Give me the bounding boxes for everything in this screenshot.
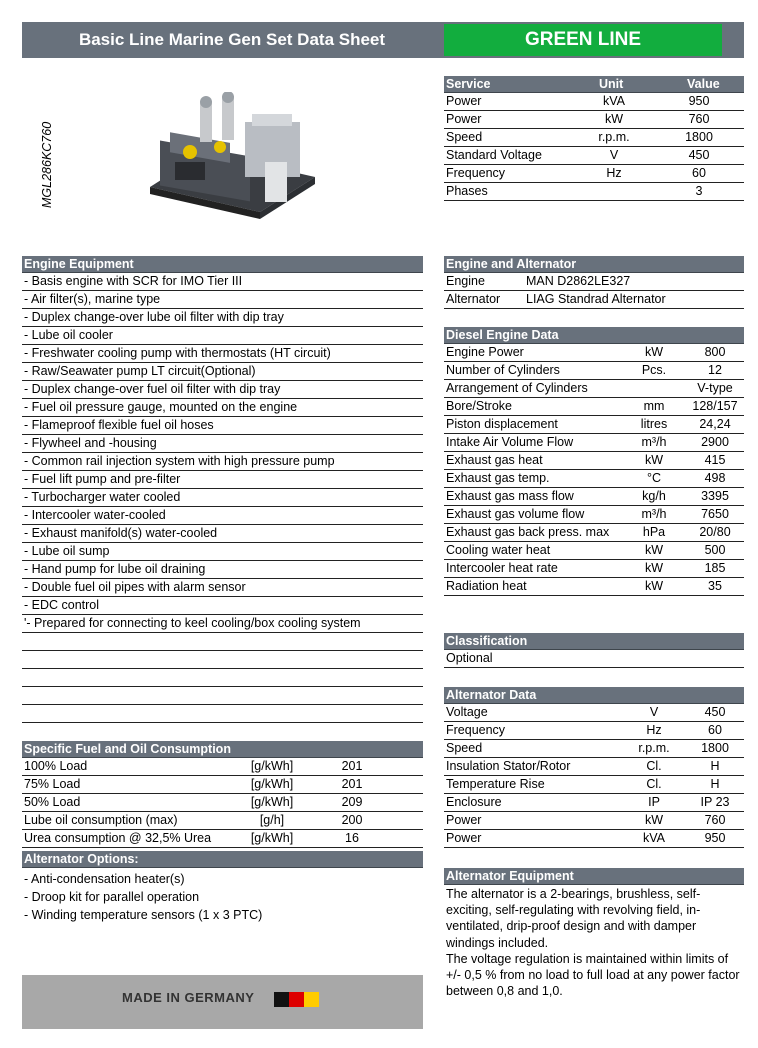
diesel-unit: kW bbox=[644, 345, 664, 359]
diesel-row bbox=[444, 452, 744, 470]
diesel-label: Cooling water heat bbox=[446, 543, 551, 557]
diesel-label: Engine Power bbox=[446, 345, 524, 359]
alternator-data-unit: kVA bbox=[643, 831, 665, 845]
service-label: Standard Voltage bbox=[446, 148, 542, 162]
service-row bbox=[444, 147, 744, 165]
fuel-row bbox=[22, 812, 423, 830]
alternator-equipment-paragraph-1: The alternator is a 2-bearings, brushless, self-exciting, self-regulating with revolving field, in-ventilated, drip-proof design and with damper windings included. bbox=[446, 887, 701, 950]
flag-gold-icon bbox=[304, 992, 319, 1007]
diesel-value: 498 bbox=[704, 471, 726, 485]
alternator-equipment-paragraph-2: The voltage regulation is maintained within limits of +/- 0,5 % from no load to full load at any power factor between 0,8 and 1,0. bbox=[446, 951, 740, 999]
diesel-unit: kg/h bbox=[642, 489, 666, 503]
diesel-value: 3395 bbox=[701, 489, 729, 503]
fuel-row bbox=[22, 830, 423, 848]
diesel-label: Exhaust gas temp. bbox=[446, 471, 550, 485]
fuel-label: 50% Load bbox=[24, 795, 81, 809]
diesel-value: 12 bbox=[708, 363, 722, 377]
service-row bbox=[444, 111, 744, 129]
equipment-item bbox=[22, 651, 423, 669]
equipment-item: - Raw/Seawater pump LT circuit(Optional) bbox=[22, 363, 423, 381]
diesel-row bbox=[444, 488, 744, 506]
diesel-row bbox=[444, 578, 744, 596]
alternator-data-value: IP 23 bbox=[700, 795, 730, 809]
diesel-unit: mm bbox=[643, 399, 665, 413]
diesel-row bbox=[444, 524, 744, 542]
service-label: Frequency bbox=[446, 166, 506, 180]
classification-value: Optional bbox=[444, 650, 744, 668]
fuel-value: 200 bbox=[341, 813, 363, 827]
diesel-unit: kW bbox=[644, 453, 664, 467]
alternator-data-row bbox=[444, 740, 744, 758]
alternator-data-row bbox=[444, 704, 744, 722]
equipment-item: - Intercooler water-cooled bbox=[22, 507, 423, 525]
diesel-row bbox=[444, 542, 744, 560]
alternator-options-title: Alternator Options: bbox=[22, 851, 423, 868]
diesel-label: Exhaust gas mass flow bbox=[446, 489, 574, 503]
alternator-data-label: Temperature Rise bbox=[446, 777, 545, 791]
diesel-unit: °C bbox=[646, 471, 662, 485]
flag-black-icon bbox=[274, 992, 289, 1007]
diesel-label: Piston displacement bbox=[446, 417, 558, 431]
service-label: Speed bbox=[446, 130, 483, 144]
diesel-unit: hPa bbox=[642, 525, 666, 539]
diesel-value: 128/157 bbox=[692, 399, 738, 413]
equipment-item: - Common rail injection system with high pressure pump bbox=[22, 453, 423, 471]
fuel-unit: [g/h] bbox=[259, 813, 285, 827]
fuel-value: 201 bbox=[341, 759, 363, 773]
diesel-row bbox=[444, 416, 744, 434]
equipment-item: '- Prepared for connecting to keel cooling/box cooling system bbox=[22, 615, 423, 633]
service-unit: Hz bbox=[606, 166, 622, 180]
engine-alternator-table bbox=[444, 256, 744, 309]
engine-alternator-value: MAN D2862LE327 bbox=[526, 274, 631, 288]
alternator-data-unit: IP bbox=[648, 795, 660, 809]
fuel-value: 201 bbox=[341, 777, 363, 791]
alternator-data-unit: V bbox=[649, 705, 659, 719]
fuel-consumption-table bbox=[22, 741, 423, 848]
diesel-label: Exhaust gas volume flow bbox=[446, 507, 585, 521]
equipment-item: - Duplex change-over lube oil filter with dip tray bbox=[22, 309, 423, 327]
alternator-data-label: Frequency bbox=[446, 723, 506, 737]
genset-image bbox=[140, 92, 320, 222]
engine-alternator-row bbox=[444, 291, 744, 309]
engine-equipment-title: Engine Equipment bbox=[22, 256, 423, 273]
equipment-item: - Flameproof flexible fuel oil hoses bbox=[22, 417, 423, 435]
diesel-row bbox=[444, 470, 744, 488]
diesel-row bbox=[444, 344, 744, 362]
service-unit: kVA bbox=[603, 94, 625, 108]
alternator-data-value: 950 bbox=[704, 831, 726, 845]
service-row bbox=[444, 183, 744, 201]
diesel-value: 500 bbox=[704, 543, 726, 557]
alternator-data-table bbox=[444, 687, 744, 848]
service-header bbox=[444, 76, 744, 93]
equipment-item: - EDC control bbox=[22, 597, 423, 615]
diesel-row bbox=[444, 362, 744, 380]
diesel-engine-title: Diesel Engine Data bbox=[444, 327, 744, 344]
alternator-data-row bbox=[444, 830, 744, 848]
diesel-label: Intake Air Volume Flow bbox=[446, 435, 574, 449]
alternator-option-item: - Anti-condensation heater(s) bbox=[24, 872, 185, 886]
diesel-label: Bore/Stroke bbox=[446, 399, 513, 413]
fuel-unit: [g/kWh] bbox=[250, 795, 294, 809]
equipment-item: - Turbocharger water cooled bbox=[22, 489, 423, 507]
diesel-label: Arrangement of Cylinders bbox=[446, 381, 588, 395]
fuel-value: 16 bbox=[345, 831, 359, 845]
alternator-data-unit: kW bbox=[644, 813, 664, 827]
diesel-value: 20/80 bbox=[699, 525, 731, 539]
equipment-item: - Hand pump for lube oil draining bbox=[22, 561, 423, 579]
diesel-value: 35 bbox=[708, 579, 722, 593]
diesel-value: 7650 bbox=[701, 507, 729, 521]
engine-alternator-label: Alternator bbox=[446, 292, 501, 306]
equipment-item bbox=[22, 705, 423, 723]
made-in-germany-text: MADE IN GERMANY bbox=[122, 990, 255, 1005]
alternator-data-row bbox=[444, 722, 744, 740]
fuel-unit: [g/kWh] bbox=[250, 777, 294, 791]
service-unit: kW bbox=[604, 112, 624, 126]
alternator-data-label: Power bbox=[446, 813, 482, 827]
alternator-data-row bbox=[444, 776, 744, 794]
engine-alternator-value: LIAG Standrad Alternator bbox=[526, 292, 666, 306]
alternator-equipment-title: Alternator Equipment bbox=[444, 868, 744, 885]
equipment-item bbox=[22, 633, 423, 651]
alternator-data-unit: Cl. bbox=[646, 759, 662, 773]
diesel-value: 185 bbox=[704, 561, 726, 575]
fuel-label: 100% Load bbox=[24, 759, 88, 773]
service-row bbox=[444, 129, 744, 147]
diesel-value: 800 bbox=[704, 345, 726, 359]
equipment-item: - Duplex change-over fuel oil filter with dip tray bbox=[22, 381, 423, 399]
service-label: Power bbox=[446, 94, 482, 108]
engine-equipment bbox=[22, 256, 423, 723]
alternator-data-label: Power bbox=[446, 831, 482, 845]
equipment-item: - Lube oil cooler bbox=[22, 327, 423, 345]
fuel-value: 209 bbox=[341, 795, 363, 809]
diesel-row bbox=[444, 434, 744, 452]
equipment-item: - Air filter(s), marine type bbox=[22, 291, 423, 309]
diesel-value: 415 bbox=[704, 453, 726, 467]
diesel-unit: kW bbox=[644, 543, 664, 557]
fuel-label: Urea consumption @ 32,5% Urea bbox=[24, 831, 212, 845]
service-value: 1800 bbox=[685, 130, 713, 144]
equipment-item: - Fuel oil pressure gauge, mounted on the engine bbox=[22, 399, 423, 417]
service-table bbox=[444, 76, 744, 201]
classification-table bbox=[444, 633, 744, 668]
diesel-unit: litres bbox=[640, 417, 668, 431]
alternator-data-label: Insulation Stator/Rotor bbox=[446, 759, 571, 773]
alternator-data-row bbox=[444, 794, 744, 812]
fuel-consumption-title: Specific Fuel and Oil Consumption bbox=[22, 741, 423, 758]
fuel-row bbox=[22, 776, 423, 794]
equipment-item bbox=[22, 687, 423, 705]
alternator-data-label: Voltage bbox=[446, 705, 488, 719]
model-code: MGL286KC760 bbox=[40, 121, 54, 208]
diesel-value: V-type bbox=[697, 381, 733, 395]
service-value: 760 bbox=[688, 112, 710, 126]
diesel-label: Intercooler heat rate bbox=[446, 561, 558, 575]
service-col-unit: Unit bbox=[599, 77, 624, 91]
diesel-value: 2900 bbox=[701, 435, 729, 449]
alternator-data-value: 450 bbox=[704, 705, 726, 719]
equipment-item: - Basis engine with SCR for IMO Tier III bbox=[22, 273, 423, 291]
service-value: 60 bbox=[692, 166, 706, 180]
service-col-label: Service bbox=[446, 77, 491, 91]
diesel-unit: kW bbox=[644, 579, 664, 593]
page-title: Basic Line Marine Gen Set Data Sheet bbox=[78, 30, 386, 49]
alternator-data-unit: r.p.m. bbox=[638, 741, 670, 755]
alternator-option-item: - Droop kit for parallel operation bbox=[24, 890, 200, 904]
service-label: Phases bbox=[446, 184, 488, 198]
fuel-unit: [g/kWh] bbox=[250, 759, 294, 773]
diesel-unit: m³/h bbox=[641, 507, 667, 521]
service-col-value: Value bbox=[687, 77, 720, 91]
alternator-data-row bbox=[444, 812, 744, 830]
equipment-item: - Freshwater cooling pump with thermostats (HT circuit) bbox=[22, 345, 423, 363]
service-unit: r.p.m. bbox=[598, 130, 630, 144]
equipment-item: - Lube oil sump bbox=[22, 543, 423, 561]
alternator-data-value: 1800 bbox=[701, 741, 729, 755]
alternator-data-row bbox=[444, 758, 744, 776]
alternator-data-unit: Hz bbox=[646, 723, 662, 737]
service-value: 3 bbox=[695, 184, 703, 198]
diesel-row bbox=[444, 506, 744, 524]
fuel-label: 75% Load bbox=[24, 777, 81, 791]
alternator-data-value: 60 bbox=[708, 723, 722, 737]
fuel-row bbox=[22, 758, 423, 776]
equipment-item: - Flywheel and -housing bbox=[22, 435, 423, 453]
alternator-data-title: Alternator Data bbox=[444, 687, 744, 704]
diesel-unit: Pcs. bbox=[641, 363, 667, 377]
alternator-data-value: 760 bbox=[704, 813, 726, 827]
equipment-item: - Exhaust manifold(s) water-cooled bbox=[22, 525, 423, 543]
diesel-row bbox=[444, 380, 744, 398]
fuel-label: Lube oil consumption (max) bbox=[24, 813, 178, 827]
fuel-row bbox=[22, 794, 423, 812]
engine-alternator-label: Engine bbox=[446, 274, 485, 288]
alternator-data-value: H bbox=[710, 777, 720, 791]
service-value: 450 bbox=[688, 148, 710, 162]
diesel-label: Number of Cylinders bbox=[446, 363, 560, 377]
diesel-value: 24,24 bbox=[699, 417, 731, 431]
alternator-option-item: - Winding temperature sensors (1 x 3 PTC) bbox=[24, 908, 263, 922]
engine-alternator-title: Engine and Alternator bbox=[444, 256, 744, 273]
service-label: Power bbox=[446, 112, 482, 126]
alternator-data-value: H bbox=[710, 759, 720, 773]
diesel-label: Exhaust gas back press. max bbox=[446, 525, 610, 539]
diesel-row bbox=[444, 398, 744, 416]
service-row bbox=[444, 165, 744, 183]
diesel-unit: m³/h bbox=[641, 435, 667, 449]
engine-alternator-row bbox=[444, 273, 744, 291]
service-unit: V bbox=[609, 148, 619, 162]
service-value: 950 bbox=[688, 94, 710, 108]
diesel-engine-table bbox=[444, 327, 744, 596]
equipment-item: - Double fuel oil pipes with alarm sensor bbox=[22, 579, 423, 597]
alternator-data-label: Speed bbox=[446, 741, 483, 755]
fuel-unit: [g/kWh] bbox=[250, 831, 294, 845]
alternator-data-unit: Cl. bbox=[646, 777, 662, 791]
alternator-data-label: Enclosure bbox=[446, 795, 502, 809]
diesel-unit: kW bbox=[644, 561, 664, 575]
diesel-label: Radiation heat bbox=[446, 579, 527, 593]
equipment-item: - Fuel lift pump and pre-filter bbox=[22, 471, 423, 489]
flag-red-icon bbox=[289, 992, 304, 1007]
alternator-equipment bbox=[444, 868, 744, 999]
diesel-row bbox=[444, 560, 744, 578]
classification-title: Classification bbox=[444, 633, 744, 650]
service-row bbox=[444, 93, 744, 111]
equipment-item bbox=[22, 669, 423, 687]
diesel-label: Exhaust gas heat bbox=[446, 453, 543, 467]
alternator-options bbox=[22, 851, 423, 924]
green-line-badge: GREEN LINE bbox=[444, 24, 722, 56]
